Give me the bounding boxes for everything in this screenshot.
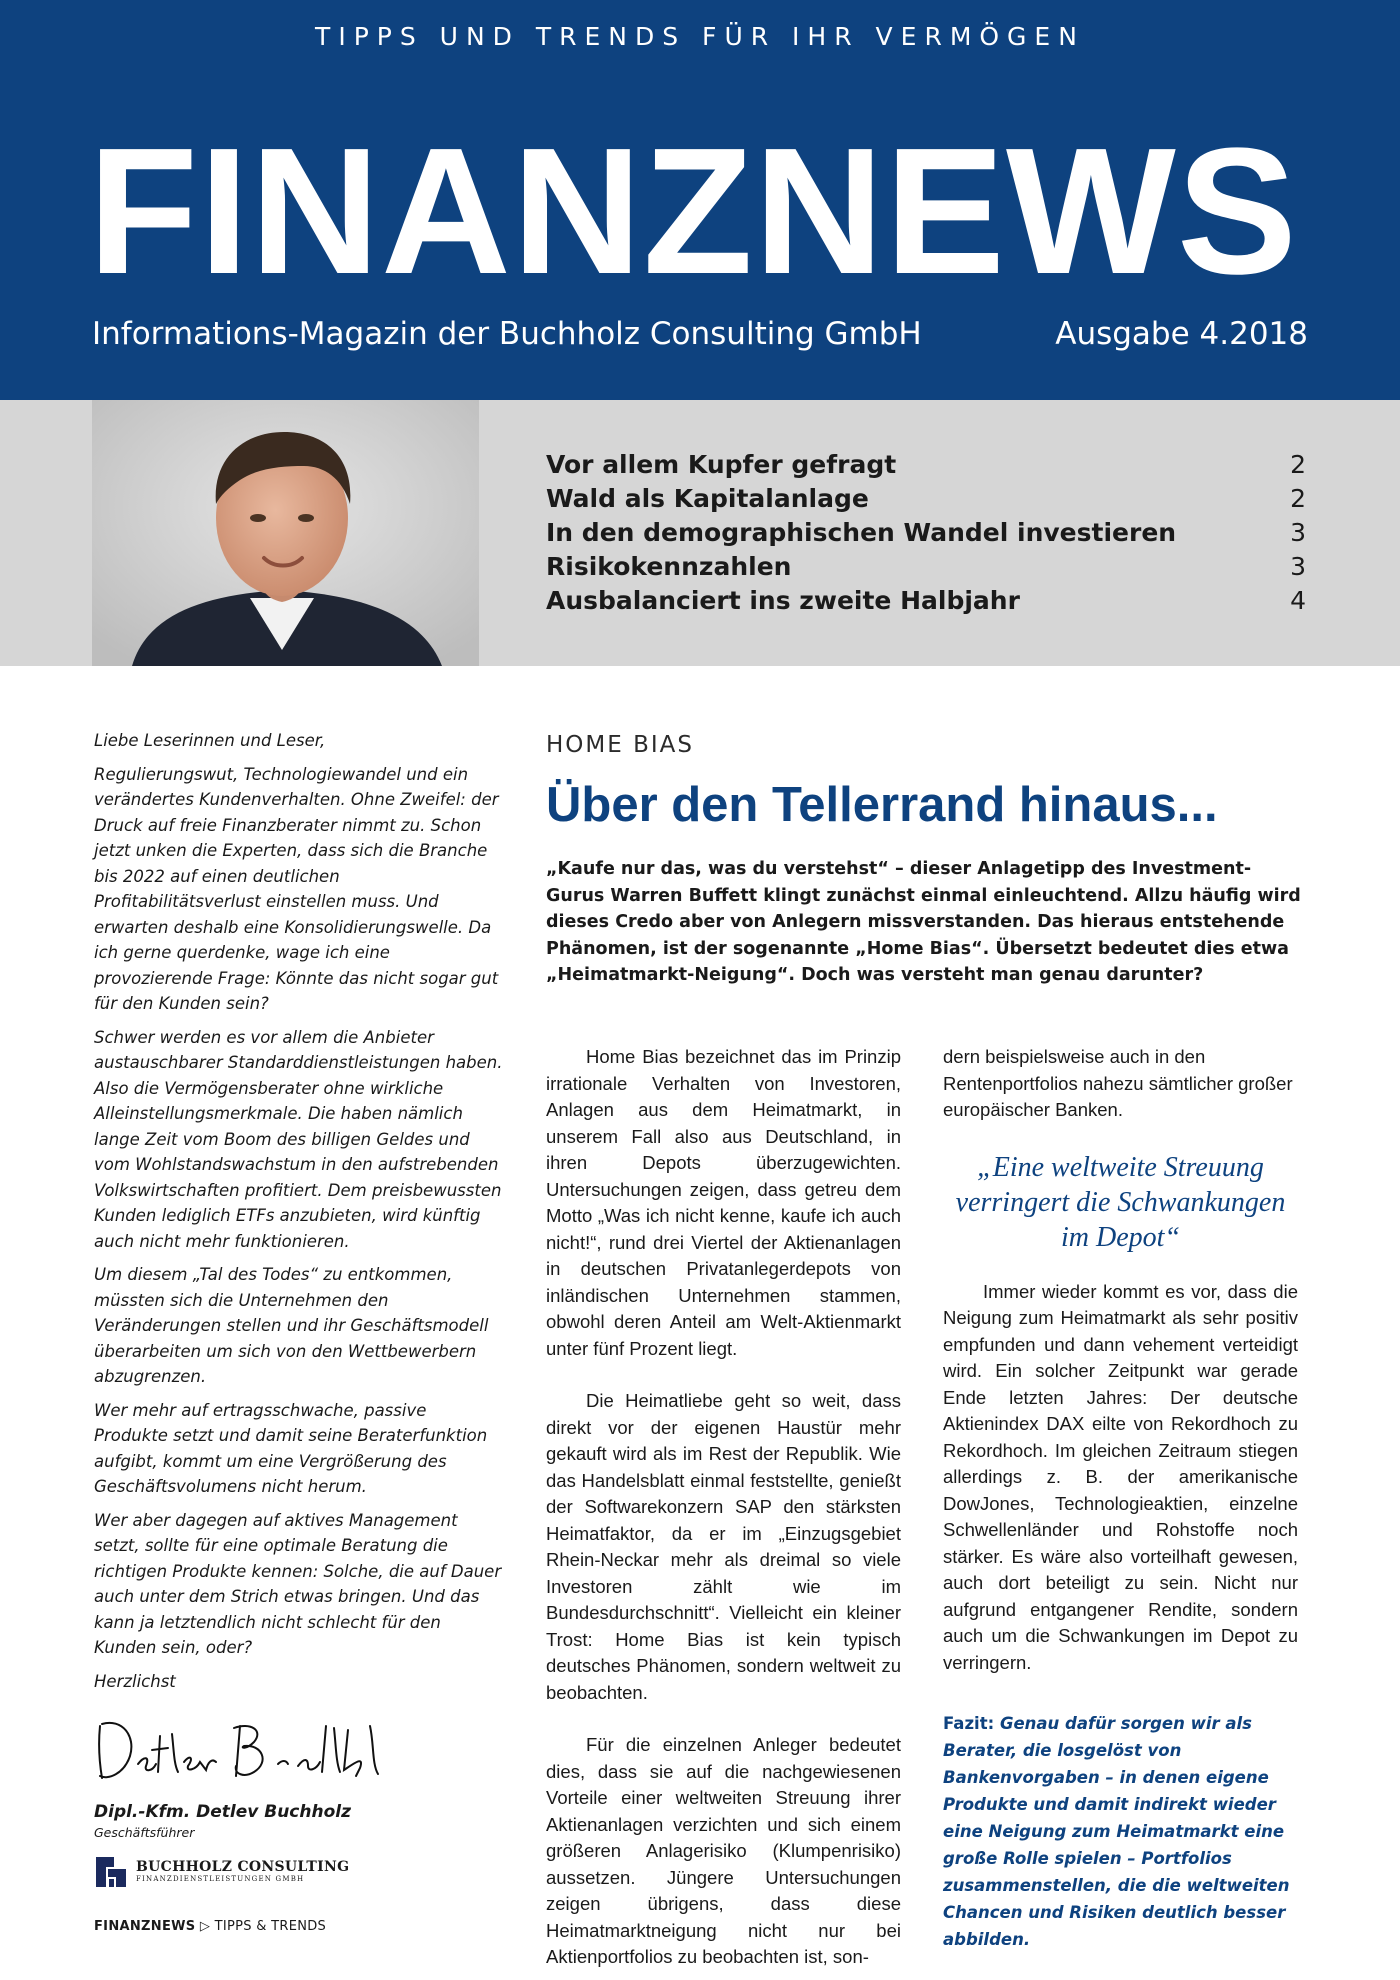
company-logo <box>94 1855 504 1889</box>
letter-paragraph: Um diesem „Tal des Todes“ zu entkommen, müssten sich die Unternehmen den Veränderungen stellen und ihr Geschäftsmodell überarbeiten um sich von den Wettbewerbern abzugrenzen. <box>94 1265 489 1386</box>
article-headline: Über den Tellerrand hinaus... <box>546 778 1218 832</box>
article-paragraph: dern beispielsweise auch in den Rentenportfolios nahezu sämtlicher großer europäischer Banken. <box>943 1046 1293 1120</box>
letter-paragraph: Wer aber dagegen auf aktives Management setzt, sollte für eine optimale Beratung die richtigen Produkte kennen: Solche, die auf Dauer auch unter dem Strich etwas bringen. Und das kann ja letztendlich nicht schlecht für den Kunden sein, oder? <box>94 1510 502 1657</box>
article-paragraph: Home Bias bezeichnet das im Prinzip irrationale Verhalten von Investoren, Anlagen aus dem Heimatmarkt, in unserem Fall also aus Deutschland, in ihren Depots überzugewichten. Untersuchungen zeigen, dass getreu dem Motto „Was ich nicht kenne, kaufe ich auch nicht!“, rund drei Viertel der Aktienanlagen in deutschen Privatanlegerdepots von inländischen Unternehmen stammen, obwohl deren Anteil am Welt-Aktienmarkt unter fünf Prozent liegt. <box>546 1046 901 1359</box>
letter-closing: Herzlichst <box>94 1671 176 1691</box>
author-portrait <box>92 400 479 666</box>
article-paragraph: Für die einzelnen Anleger bedeutet dies, dass sie auf die nachgewiesenen Vorteile einer weltweiten Streuung ihrer Aktienanlagen verzichten und sich einem größeren Anlagerisiko (Klumpenrisiko) aussetzen. Jüngere Untersuchungen zeigen übrigens, dass diese Heimatmarktneigung nicht nur bei Aktienportfolios zu beobachten ist, son- <box>546 1734 901 1967</box>
tagline: TIPPS UND TRENDS FÜR IHR VERMÖGEN <box>315 22 1085 51</box>
letter-paragraph: Schwer werden es vor allem die Anbieter austauschbarer Standarddienstleistungen haben. Also die Vermögensberater ohne wirkliche Alleinstellungsmerkmale. Die haben nämlich lange Zeit vom Boom des billigen Geldes und vom Wohlstandswachstum in den aufstrebenden Volkswirtschaften profitiert. Dem preisbewussten Kunden lediglich ETFs anzubieten, wird künftig auch nicht mehr funktionieren. <box>94 1027 503 1251</box>
signature-icon <box>94 1706 424 1788</box>
masthead <box>0 0 1400 400</box>
letter-paragraph: Wer mehr auf ertragsschwache, passive Produkte setzt und damit seine Beraterfunktion aufgibt, kommt um eine Vergrößerung des Geschäftsvolumens nicht herum. <box>94 1400 488 1496</box>
toc-item[interactable]: Vor allem Kupfer gefragt 2 <box>546 450 1306 479</box>
issue-number: Ausgabe 4.2018 <box>1055 316 1308 352</box>
signer-name: Dipl.-Kfm. Detlev Buchholz <box>94 1801 351 1822</box>
portrait-image <box>92 400 479 666</box>
article-column-2 <box>943 1044 1298 1953</box>
letter-paragraph: Regulierungswut, Technologiewandel und ein verändertes Kundenverhalten. Ohne Zweifel: der Druck auf freie Finanzberater nimmt zu. Schon jetzt unken die Experten, dass sich die Branche bis 2022 auf einen deutlichen Profitabilitätsverlust einstellen muss. Und erwarten deshalb eine Konsolidierungswelle. Da ich gerne querdenke, wage ich eine provozierende Frage: Könnte das nicht sogar gut für den Kunden sein? <box>94 764 499 1013</box>
article-paragraph: Die Heimatliebe geht so weit, dass direkt vor der eigenen Haustür mehr gekauft wird als im Rest der Republik. Wie das Handelsblatt einmal feststellte, genießt der Softwarekonzern SAP den stärksten Heimatfaktor, da er im „Einzugsgebiet Rhein-Neckar mehr als dreimal so viele Investoren zählt wie im Bundesdurchschnitt“. Vielleicht ein kleiner Trost: Home Bias ist kein typisch deutsches Phänomen, sondern weltweit zu beobachten. <box>546 1390 901 1703</box>
article-conclusion <box>943 1710 1298 1953</box>
footer-section: TIPPS & TRENDS <box>214 1919 327 1934</box>
company-subline: FINANZDIENSTLEISTUNGEN GMBH <box>136 1875 305 1883</box>
article-kicker: HOME BIAS <box>546 732 694 758</box>
footer-brand: FINANZNEWS <box>94 1919 196 1934</box>
magazine-subtitle: Informations-Magazin der Buchholz Consulting GmbH <box>92 316 922 352</box>
footer-arrow-icon: ▷ <box>199 1919 211 1934</box>
letter-salutation: Liebe Leserinnen und Leser, <box>94 731 326 750</box>
toc-item[interactable]: Wald als Kapitalanlage 2 <box>546 484 1306 513</box>
article-paragraph: Immer wieder kommt es vor, dass die Neigung zum Heimatmarkt als sehr positiv empfunden und dann vehement verteidigt wird. Ein solcher Zeitpunkt war gerade Ende letzten Jahres: Der deutsche Aktienindex DAX eilte von Rekordhoch zu Rekordhoch. Im gleichen Zeitraum stiegen allerdings z. B. der amerikanische DowJones, Technologieaktien, einzelne Schwellenländer und Rohstoffe noch stärker. Es wäre also vorteilhaft gewesen, auch dort beteiligt zu sein. Nicht nur aufgrund entgangener Rendite, sondern auch um die Schwankungen im Depot zu verringern. <box>943 1280 1298 1673</box>
article-column-1 <box>546 1044 901 1971</box>
page-footer <box>94 1919 326 1934</box>
conclusion-text: Genau dafür sorgen wir als Berater, die losgelöst von Bankenvorgaben – in denen eigene Produkte und damit indirekt wieder eine Neigung zum Heimatmarkt eine große Rolle spielen – Portfolios zusammenstellen, die die weltweiten Chancen und Risiken deutlich besser abbilden. <box>943 1714 1290 1949</box>
conclusion-label: Fazit: <box>943 1714 995 1733</box>
company-logo-icon <box>94 1855 128 1889</box>
signer-role: Geschäftsführer <box>94 1825 195 1840</box>
editorial-letter <box>94 728 504 1889</box>
article-header <box>546 730 1306 989</box>
magazine-title: FINANZNEWS <box>88 111 1298 312</box>
company-name: BUCHHOLZ CONSULTING <box>136 1859 350 1875</box>
toc-item[interactable]: Risikokennzahlen 3 <box>546 552 1306 581</box>
article-lead: „Kaufe nur das, was du verstehst“ – dieser Anlagetipp des Investment-Gurus Warren Buffett klingt zunächst einmal einleuchtend. Allzu häufig wird dieses Credo aber von Anlegern missverstanden. Das hieraus entstehende Phänomen, ist der sogenannte „Home Bias“. Übersetzt bedeutet dies etwa „Heimatmarkt-Neigung“. Doch was versteht man genau darunter? <box>546 859 1301 985</box>
pull-quote: „Eine weltweite Streuung verringert die Schwankungen im Depot“ <box>955 1151 1286 1253</box>
toc-item[interactable]: In den demographischen Wandel investieren 3 <box>546 518 1306 547</box>
toc-item[interactable]: Ausbalanciert ins zweite Halbjahr 4 <box>546 586 1306 615</box>
table-of-contents <box>546 448 1306 618</box>
